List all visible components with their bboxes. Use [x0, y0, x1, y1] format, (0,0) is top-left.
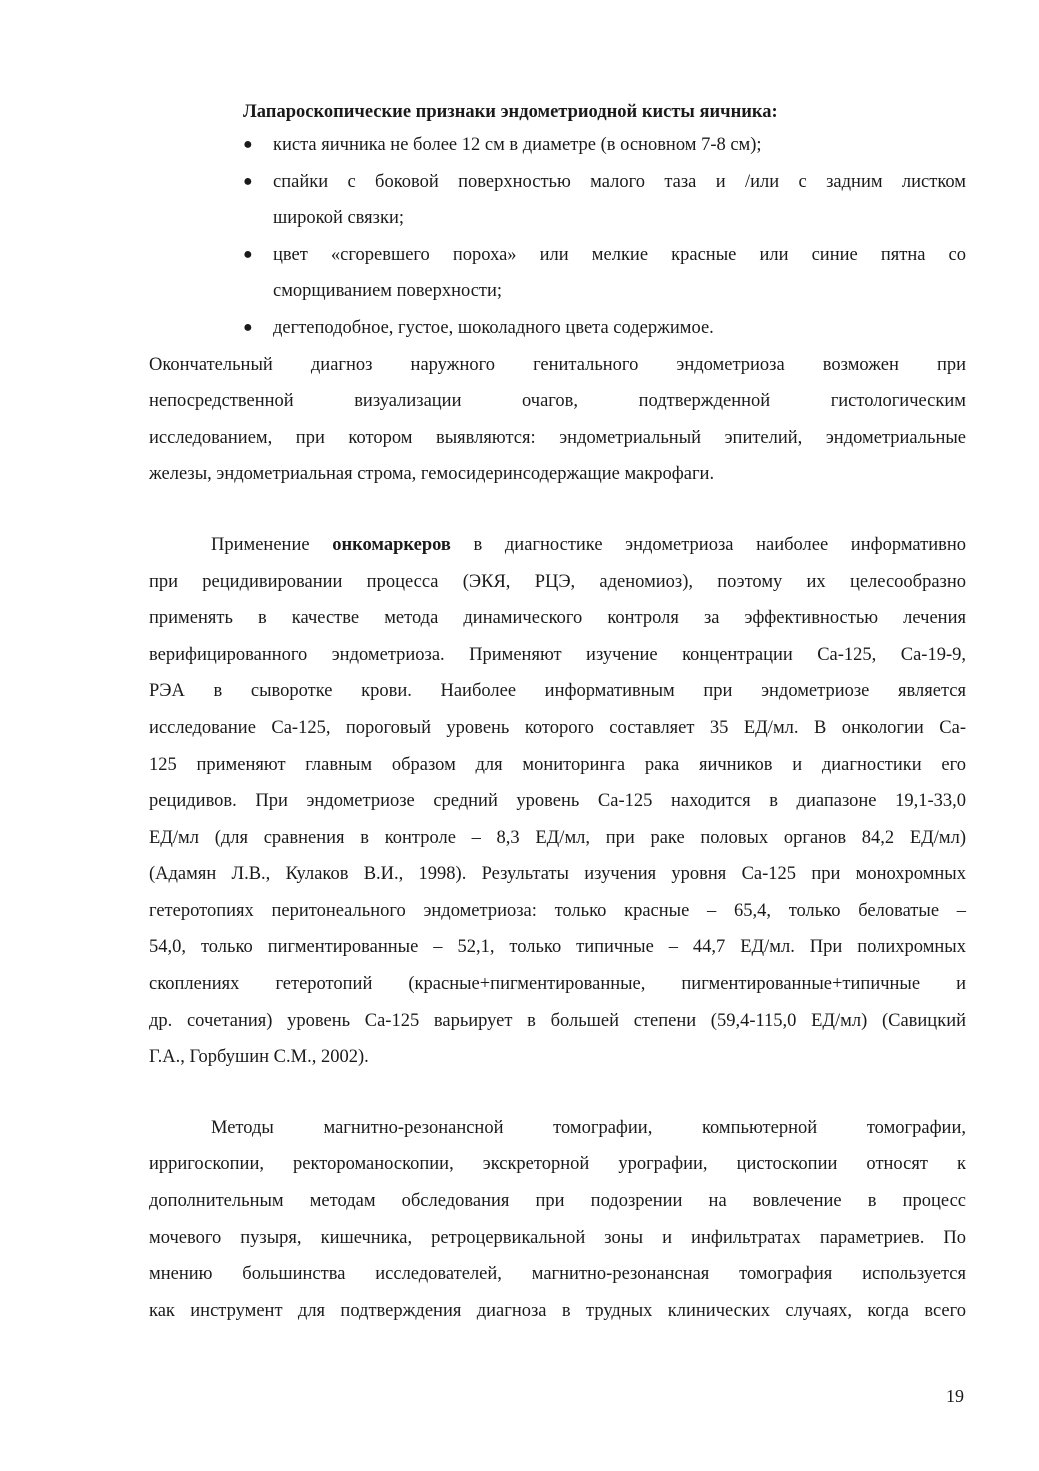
text-line: железы, эндометриальная строма, гемосидеринсодержащие макрофаги.	[149, 464, 715, 485]
text-line: Методы магнитно-резонансной томографии, компьютерной томографии,	[211, 1117, 966, 1138]
bold-term: онкомаркеров	[332, 534, 451, 555]
list-item	[149, 164, 966, 201]
text-line: Г.А., Горбушин С.М., 2002).	[149, 1047, 369, 1068]
text-line: исследование Са-125, пороговый уровень которого составляет 35 ЕД/мл. В онкологии Са-	[149, 717, 966, 738]
paragraph-oncomarkers	[149, 527, 966, 1076]
text-line: (Адамян Л.В., Кулаков В.И., 1998). Результаты изучения уровня Са-125 при монохромных	[149, 864, 966, 885]
text-line: мнению большинства исследователей, магнитно-резонансная томография используется	[149, 1264, 966, 1285]
text-line: исследованием, при котором выявляются: эндометриальный эпителий, эндометриальные	[149, 427, 966, 448]
list-item	[149, 237, 966, 274]
text-line: др. сочетания) уровень Са-125 варьирует в большей степени (59,4-115,0 ЕД/мл) (Савицкий	[149, 1010, 966, 1031]
text-line: Применение онкомаркеров в диагностике эндометриоза наиболее информативно	[211, 534, 966, 555]
bullet-list	[149, 127, 966, 347]
bullet-icon: ●	[243, 245, 253, 263]
page-content	[149, 97, 966, 1329]
list-item-text: киста яичника не более 12 см в диаметре (в основном 7-8 см);	[273, 135, 762, 155]
text-line: скоплениях гетеротопий (красные+пигментированные, пигментированные+типичные и	[149, 974, 966, 995]
text-line: верифицированного эндометриоза. Применяют изучение концентрации Са-125, Са-19-9,	[149, 644, 966, 665]
bullet-icon: ●	[243, 136, 253, 153]
text-line: непосредственной визуализации очагов, подтвержденной гистологическим	[149, 391, 966, 412]
text-line: мочевого пузыря, кишечника, ретроцервикальной зоны и инфильтратах параметриев. По	[149, 1227, 966, 1248]
text-line: гетеротопиях перитонеального эндометриоза: только красные – 65,4, только беловатые –	[149, 900, 966, 921]
paragraph-methods	[149, 1110, 966, 1330]
paragraph-diagnosis	[149, 347, 966, 493]
list-item	[149, 127, 966, 164]
text-line: 125 применяют главным образом для мониторинга рака яичников и диагностики его	[149, 754, 966, 775]
list-item-text: цвет «сгоревшего пороха» или мелкие красные или синие пятна со	[273, 244, 966, 265]
list-item-continuation: сморщиванием поверхности;	[273, 281, 503, 302]
text-line: Окончательный диагноз наружного генитального эндометриоза возможен при	[149, 354, 966, 375]
text-line: РЭА в сыворотке крови. Наиболее информативным при эндометриозе является	[149, 681, 966, 702]
text-line: 54,0, только пигментированные – 52,1, только типичные – 44,7 ЕД/мл. При полихромных	[149, 937, 966, 958]
text-line: как инструмент для подтверждения диагноза в трудных клинических случаях, когда всего	[149, 1300, 966, 1321]
text-line: ирригоскопии, ректороманоскопии, экскреторной урографии, цистоскопии относят к	[149, 1154, 966, 1175]
list-item	[149, 310, 966, 347]
text-line: рецидивов. При эндометриозе средний уровень Са-125 находится в диапазоне 19,1-33,0	[149, 791, 966, 812]
bullet-icon: ●	[243, 318, 253, 336]
text-line: ЕД/мл (для сравнения в контроле – 8,3 ЕД/мл, при раке половых органов 84,2 ЕД/мл)	[149, 827, 966, 848]
bullet-icon: ●	[243, 172, 253, 190]
text-line: при рецидивировании процесса (ЭКЯ, РЦЭ, аденомиоз), поэтому их целесообразно	[149, 571, 966, 592]
list-item-text: дегтеподобное, густое, шоколадного цвета содержимое.	[273, 317, 714, 338]
text-line: применять в качестве метода динамического контроля за эффективностью лечения	[149, 608, 966, 629]
list-item-text: спайки с боковой поверхностью малого таза и /или с задним листком	[273, 171, 966, 192]
list-item-continuation: широкой связки;	[273, 208, 405, 229]
page-number: 19	[946, 1386, 964, 1406]
text-line: дополнительным методам обследования при подозрении на вовлечение в процесс	[149, 1191, 966, 1212]
section-heading: Лапароскопические признаки эндометриодной кисты яичника:	[243, 102, 778, 122]
